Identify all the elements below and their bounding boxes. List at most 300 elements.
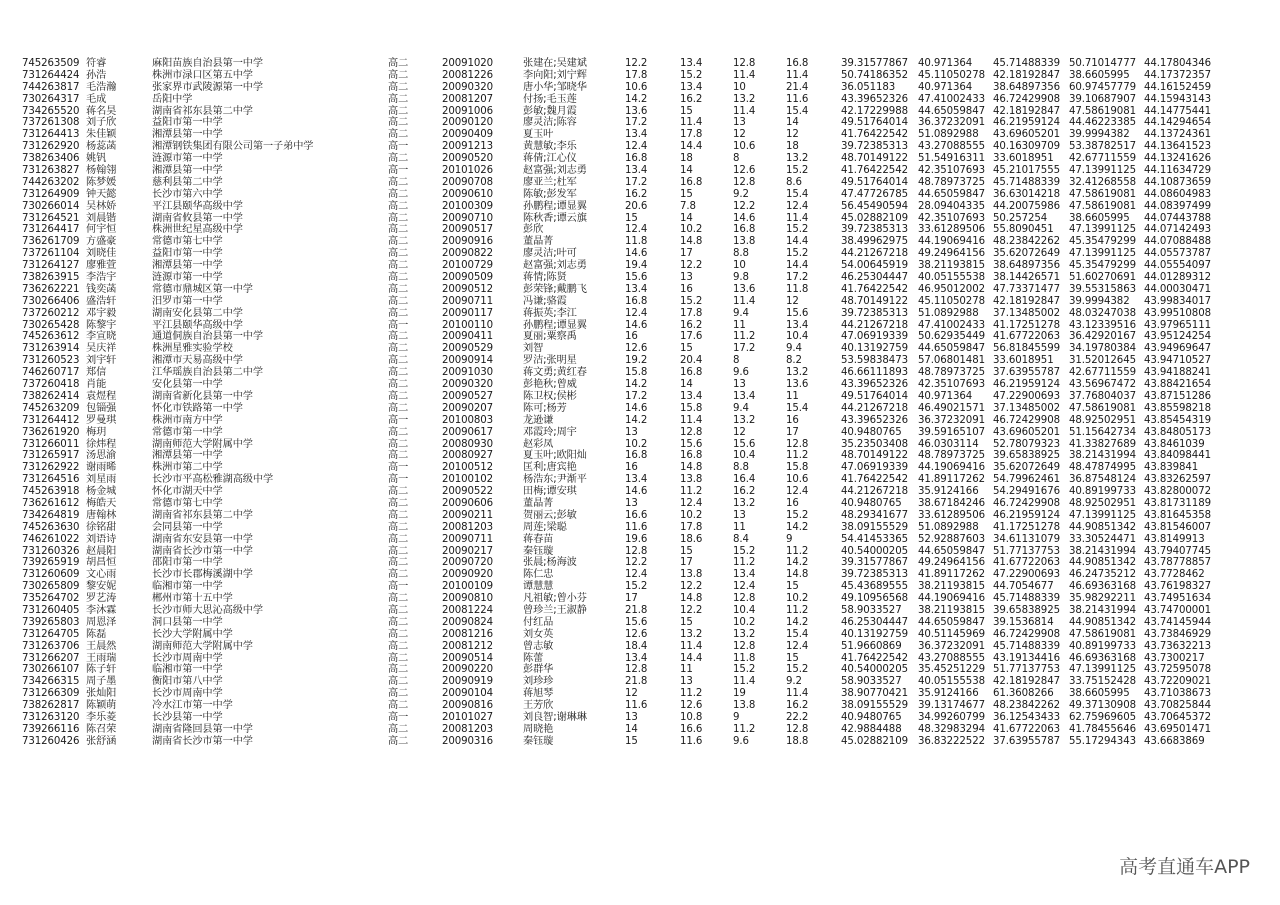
cell-exam-id: 734265520 — [22, 105, 80, 117]
cell-scaled-1: 48.70149122 — [841, 153, 908, 165]
cell-score-3: 13.2 — [733, 414, 756, 426]
cell-total: 44.13724361 — [1144, 129, 1211, 141]
cell-score-3: 9.4 — [733, 307, 749, 319]
cell-score-4: 15.2 — [786, 509, 809, 521]
cell-birth-date: 20090527 — [442, 390, 494, 402]
cell-scaled-4: 47.58619081 — [1069, 628, 1136, 640]
cell-teachers: 张晨;杨海波 — [523, 557, 577, 569]
cell-scaled-2: 42.35107693 — [918, 379, 985, 391]
cell-student-name: 何宇恒 — [86, 224, 117, 236]
cell-birth-date: 20090320 — [442, 81, 494, 93]
cell-student-name: 刘晨锴 — [86, 212, 117, 224]
cell-score-2: 17 — [680, 557, 693, 569]
cell-scaled-3: 39.1536814 — [993, 616, 1054, 628]
cell-grade: 高二 — [388, 236, 409, 248]
cell-scaled-1: 49.51764014 — [841, 117, 908, 129]
cell-total: 43.84805173 — [1144, 426, 1211, 438]
cell-score-3: 9 — [733, 711, 740, 723]
cell-score-3: 11.4 — [733, 676, 756, 688]
cell-exam-id: 731265917 — [22, 450, 80, 462]
cell-scaled-2: 36.37232091 — [918, 117, 985, 129]
cell-school: 临湘市第一中学 — [152, 664, 223, 676]
cell-score-1: 13.4 — [625, 165, 648, 177]
cell-birth-date: 20090207 — [442, 402, 494, 414]
cell-teachers: 董晶菁 — [523, 497, 554, 509]
cell-scaled-3: 42.18192847 — [993, 295, 1060, 307]
cell-score-1: 12.8 — [625, 545, 648, 557]
cell-grade: 高一 — [388, 474, 409, 486]
cell-score-1: 11.6 — [625, 700, 648, 712]
cell-total: 43.74700001 — [1144, 604, 1211, 616]
cell-school: 涟源市第一中学 — [152, 272, 223, 284]
cell-exam-id: 734264819 — [22, 509, 80, 521]
cell-school: 湘潭县第一中学 — [152, 129, 223, 141]
cell-student-name: 周恩泽 — [86, 616, 117, 628]
cell-birth-date: 20080927 — [442, 450, 494, 462]
cell-scaled-2: 41.89117262 — [918, 569, 985, 581]
cell-total: 43.74145944 — [1144, 616, 1211, 628]
cell-exam-id: 736261612 — [22, 497, 80, 509]
cell-exam-id: 734266315 — [22, 676, 80, 688]
cell-score-4: 11.8 — [786, 283, 809, 295]
cell-school: 湘潭市天易高级中学 — [152, 355, 243, 367]
cell-scaled-4: 47.58619081 — [1069, 105, 1136, 117]
cell-teachers: 曾珍兰;王淑静 — [523, 604, 587, 616]
table-row — [0, 320, 1280, 332]
cell-teachers: 唐小华;邹晓华 — [523, 81, 587, 93]
cell-scaled-3: 39.65838925 — [993, 450, 1060, 462]
cell-scaled-2: 40.05155538 — [918, 272, 985, 284]
cell-student-name: 刘子欣 — [86, 117, 117, 129]
cell-score-3: 13.8 — [733, 236, 756, 248]
cell-total: 43.7300217 — [1144, 652, 1205, 664]
cell-score-2: 11.4 — [680, 414, 703, 426]
cell-birth-date: 20090708 — [442, 176, 494, 188]
cell-scaled-2: 44.65059847 — [918, 616, 985, 628]
cell-scaled-2: 51.0892988 — [918, 307, 979, 319]
cell-exam-id: 731264909 — [22, 188, 80, 200]
cell-scaled-4: 48.92502951 — [1069, 414, 1136, 426]
cell-birth-date: 20081212 — [442, 640, 494, 652]
cell-scaled-3: 43.19134416 — [993, 652, 1060, 664]
cell-score-3: 11 — [733, 319, 746, 331]
cell-scaled-1: 38.09155529 — [841, 700, 908, 712]
cell-school: 常德市鼎城区第一中学 — [152, 283, 253, 295]
cell-score-2: 14.8 — [680, 593, 703, 605]
cell-scaled-3: 48.23842262 — [993, 700, 1060, 712]
cell-score-3: 13.2 — [733, 93, 756, 105]
table-row — [0, 581, 1280, 593]
cell-score-3: 13.2 — [733, 628, 756, 640]
table-row — [0, 522, 1280, 534]
cell-student-name: 刘宇轩 — [86, 355, 117, 367]
cell-student-name: 廖雅萱 — [86, 260, 117, 272]
cell-scaled-2: 44.19069416 — [918, 593, 985, 605]
cell-scaled-3: 52.78079323 — [993, 438, 1060, 450]
cell-score-1: 16.2 — [625, 188, 648, 200]
cell-birth-date: 20090824 — [442, 616, 494, 628]
cell-scaled-4: 62.75969605 — [1069, 711, 1136, 723]
cell-score-2: 11.2 — [680, 486, 703, 498]
cell-scaled-4: 44.46223385 — [1069, 117, 1136, 129]
cell-score-3: 13 — [733, 117, 746, 129]
cell-score-3: 11.4 — [733, 295, 756, 307]
cell-teachers: 赵彩凤 — [523, 438, 554, 450]
table-row — [0, 355, 1280, 367]
cell-score-2: 12.8 — [680, 426, 703, 438]
cell-student-name: 郑信 — [86, 367, 107, 379]
cell-student-name: 符睿 — [86, 58, 107, 69]
cell-scaled-3: 56.81845599 — [993, 343, 1060, 355]
cell-score-2: 13 — [680, 272, 693, 284]
cell-scaled-4: 49.37130908 — [1069, 700, 1136, 712]
cell-teachers: 贺丽云;彭敏 — [523, 509, 577, 521]
cell-school: 涟源市第一中学 — [152, 153, 223, 165]
cell-score-2: 20.4 — [680, 355, 703, 367]
cell-scaled-3: 38.64897356 — [993, 81, 1060, 93]
cell-score-4: 13.2 — [786, 153, 809, 165]
cell-student-name: 李浩宇 — [86, 272, 117, 284]
cell-scaled-4: 42.67711559 — [1069, 367, 1136, 379]
cell-score-1: 17.8 — [625, 69, 648, 81]
cell-birth-date: 20100102 — [442, 474, 494, 486]
cell-grade: 高二 — [388, 640, 409, 652]
cell-total: 43.85454319 — [1144, 414, 1211, 426]
cell-student-name: 刘晓佳 — [86, 248, 117, 260]
cell-grade: 高二 — [388, 58, 409, 69]
cell-student-name: 赵晨阳 — [86, 545, 117, 557]
cell-scaled-1: 47.06919339 — [841, 331, 908, 343]
cell-scaled-3: 39.65838925 — [993, 604, 1060, 616]
cell-scaled-2: 38.67184246 — [918, 497, 985, 509]
table-row — [0, 248, 1280, 260]
cell-score-4: 15.6 — [786, 307, 809, 319]
table-row — [0, 129, 1280, 141]
cell-teachers: 董晶菁 — [523, 236, 554, 248]
cell-score-2: 15.6 — [680, 438, 703, 450]
table-row — [0, 641, 1280, 653]
cell-score-3: 9.6 — [733, 367, 749, 379]
cell-score-4: 15.2 — [786, 664, 809, 676]
cell-score-1: 14.2 — [625, 93, 648, 105]
cell-score-1: 15.6 — [625, 272, 648, 284]
cell-scaled-1: 47.47726785 — [841, 188, 908, 200]
cell-scaled-2: 47.41002433 — [918, 319, 985, 331]
cell-total: 43.82800072 — [1144, 486, 1211, 498]
cell-grade: 高二 — [388, 616, 409, 628]
cell-teachers: 廖亚兰;杜军 — [523, 176, 577, 188]
cell-score-3: 8.4 — [733, 533, 749, 545]
cell-teachers: 蒋情;陈贤 — [523, 272, 567, 284]
cell-grade: 高二 — [388, 664, 409, 676]
cell-exam-id: 738262817 — [22, 700, 80, 712]
cell-exam-id: 745263630 — [22, 521, 80, 533]
cell-score-4: 9.4 — [786, 343, 802, 355]
cell-school: 洞口县第一中学 — [152, 616, 223, 628]
cell-scaled-3: 46.72429908 — [993, 628, 1060, 640]
cell-exam-id: 745263209 — [22, 402, 80, 414]
table-row — [0, 343, 1280, 355]
cell-school: 长沙市长郡梅溪湖中学 — [152, 569, 253, 581]
cell-exam-id: 730264317 — [22, 93, 80, 105]
cell-score-4: 15.4 — [786, 188, 809, 200]
cell-scaled-4: 55.17294343 — [1069, 735, 1136, 747]
cell-exam-id: 731264521 — [22, 212, 80, 224]
cell-school: 湖南省长沙市第一中学 — [152, 735, 253, 747]
cell-total: 43.97965111 — [1144, 319, 1211, 331]
cell-teachers: 秦钰璇 — [523, 735, 554, 747]
cell-score-4: 9 — [786, 533, 793, 545]
cell-birth-date: 20091006 — [442, 105, 494, 117]
cell-total: 44.17372357 — [1144, 69, 1211, 81]
table-row — [0, 593, 1280, 605]
cell-student-name: 张舒涵 — [86, 735, 117, 747]
cell-score-3: 8.8 — [733, 248, 749, 260]
cell-student-name: 刘语诗 — [86, 533, 117, 545]
cell-score-4: 11.4 — [786, 69, 809, 81]
cell-scaled-2: 44.65059847 — [918, 343, 985, 355]
cell-birth-date: 20090120 — [442, 117, 494, 129]
cell-score-1: 12.4 — [625, 141, 648, 153]
cell-scaled-1: 41.76422542 — [841, 165, 908, 177]
cell-score-3: 11.2 — [733, 557, 756, 569]
cell-score-3: 10 — [733, 81, 746, 93]
cell-score-2: 12.6 — [680, 700, 703, 712]
cell-score-2: 13.2 — [680, 628, 703, 640]
cell-exam-id: 739265919 — [22, 557, 80, 569]
cell-scaled-1: 38.49962975 — [841, 236, 908, 248]
cell-school: 麻阳苗族自治县第一中学 — [152, 58, 263, 69]
cell-total: 43.69501471 — [1144, 723, 1211, 735]
cell-score-1: 15.6 — [625, 616, 648, 628]
cell-school: 张家界市武陵源第一中学 — [152, 81, 263, 93]
cell-score-4: 15.4 — [786, 105, 809, 117]
cell-school: 湖南省攸县第一中学 — [152, 212, 243, 224]
cell-scaled-4: 39.55315863 — [1069, 283, 1136, 295]
cell-score-4: 15.2 — [786, 248, 809, 260]
cell-total: 43.84098441 — [1144, 450, 1211, 462]
cell-score-3: 19 — [733, 688, 746, 700]
cell-scaled-4: 44.90851342 — [1069, 616, 1136, 628]
cell-grade: 高二 — [388, 486, 409, 498]
cell-teachers: 罗洁;张明星 — [523, 355, 577, 367]
cell-exam-id: 730266014 — [22, 200, 80, 212]
cell-scaled-3: 44.20075986 — [993, 200, 1060, 212]
cell-school: 湖南安化县第二中学 — [152, 307, 243, 319]
cell-birth-date: 20091213 — [442, 141, 494, 153]
cell-school: 江华瑶族自治县第二中学 — [152, 367, 263, 379]
cell-scaled-1: 43.39652326 — [841, 93, 908, 105]
cell-school: 湘潭县第一中学 — [152, 165, 223, 177]
cell-scaled-1: 54.41453365 — [841, 533, 908, 545]
cell-scaled-1: 51.9660869 — [841, 640, 902, 652]
cell-total: 43.78778857 — [1144, 557, 1211, 569]
cell-score-2: 15.8 — [680, 402, 703, 414]
cell-student-name: 李宣晓 — [86, 331, 117, 343]
cell-student-name: 陈颖萌 — [86, 700, 117, 712]
cell-birth-date: 20090916 — [442, 236, 494, 248]
cell-scaled-2: 28.09404335 — [918, 200, 985, 212]
cell-scaled-1: 43.39652326 — [841, 414, 908, 426]
cell-score-2: 13.8 — [680, 474, 703, 486]
cell-exam-id: 731260405 — [22, 604, 80, 616]
cell-score-1: 13.4 — [625, 652, 648, 664]
cell-exam-id: 731260326 — [22, 545, 80, 557]
cell-total: 43.70825844 — [1144, 700, 1211, 712]
cell-grade: 高二 — [388, 438, 409, 450]
cell-school: 湘潭县第一中学 — [152, 450, 223, 462]
cell-score-3: 11 — [733, 521, 746, 533]
table-row — [0, 546, 1280, 558]
cell-grade: 高一 — [388, 165, 409, 177]
cell-score-2: 17.8 — [680, 307, 703, 319]
table-row — [0, 201, 1280, 213]
table-row — [0, 165, 1280, 177]
cell-grade: 高二 — [388, 212, 409, 224]
cell-score-2: 10.8 — [680, 711, 703, 723]
cell-score-4: 18.8 — [786, 735, 809, 747]
cell-exam-id: 731260426 — [22, 735, 80, 747]
cell-score-1: 16.8 — [625, 295, 648, 307]
cell-teachers: 夏玉叶;欧阳灿 — [523, 450, 587, 462]
cell-score-3: 8 — [733, 355, 740, 367]
cell-score-1: 13.6 — [625, 105, 648, 117]
cell-teachers: 蒋振英;李江 — [523, 307, 577, 319]
cell-scaled-3: 36.12543433 — [993, 711, 1060, 723]
table-row — [0, 534, 1280, 546]
cell-scaled-3: 42.18192847 — [993, 105, 1060, 117]
cell-score-1: 14.2 — [625, 379, 648, 391]
cell-scaled-2: 45.11050278 — [918, 295, 985, 307]
cell-score-1: 14.6 — [625, 248, 648, 260]
cell-scaled-1: 46.25304447 — [841, 616, 908, 628]
cell-score-2: 16.2 — [680, 319, 703, 331]
cell-scaled-4: 48.47874995 — [1069, 462, 1136, 474]
cell-score-4: 15.4 — [786, 402, 809, 414]
cell-score-4: 8.2 — [786, 355, 802, 367]
cell-birth-date: 20090606 — [442, 497, 494, 509]
cell-birth-date: 20081226 — [442, 69, 494, 81]
cell-grade: 高二 — [388, 117, 409, 129]
cell-scaled-4: 44.90851342 — [1069, 521, 1136, 533]
cell-grade: 高一 — [388, 319, 409, 331]
cell-scaled-1: 49.10956568 — [841, 593, 908, 605]
cell-exam-id: 738262414 — [22, 390, 80, 402]
cell-grade: 高二 — [388, 355, 409, 367]
cell-scaled-1: 41.76422542 — [841, 474, 908, 486]
cell-exam-id: 731266011 — [22, 438, 80, 450]
table-row — [0, 308, 1280, 320]
cell-teachers: 李向阳;刘宁辉 — [523, 69, 587, 81]
cell-grade: 高二 — [388, 426, 409, 438]
cell-scaled-3: 41.67722063 — [993, 331, 1060, 343]
cell-scaled-1: 35.23503408 — [841, 438, 908, 450]
cell-teachers: 冯谦;骆霞 — [523, 295, 567, 307]
cell-teachers: 秦钰璇 — [523, 545, 554, 557]
cell-scaled-1: 42.9884488 — [841, 723, 902, 735]
cell-score-4: 11.2 — [786, 450, 809, 462]
cell-teachers: 陈秋香;谭云旗 — [523, 212, 587, 224]
cell-score-2: 16.6 — [680, 723, 703, 735]
cell-birth-date: 20101027 — [442, 711, 494, 723]
cell-birth-date: 20090522 — [442, 486, 494, 498]
cell-score-1: 20.6 — [625, 200, 648, 212]
cell-total: 44.13241626 — [1144, 153, 1211, 165]
table-row — [0, 498, 1280, 510]
cell-score-4: 12 — [786, 129, 799, 141]
cell-birth-date: 20090711 — [442, 295, 494, 307]
cell-scaled-3: 36.63014218 — [993, 188, 1060, 200]
cell-score-1: 12 — [625, 688, 638, 700]
cell-grade: 高一 — [388, 141, 409, 153]
cell-score-2: 13 — [680, 676, 693, 688]
cell-score-3: 13 — [733, 379, 746, 391]
cell-student-name: 杨蕊菡 — [86, 141, 117, 153]
cell-exam-id: 736262221 — [22, 283, 80, 295]
table-row — [0, 260, 1280, 272]
cell-scaled-3: 51.77137753 — [993, 664, 1060, 676]
table-row — [0, 272, 1280, 284]
cell-exam-id: 731262920 — [22, 141, 80, 153]
cell-school: 常德市第一中学 — [152, 426, 223, 438]
cell-scaled-1: 49.51764014 — [841, 176, 908, 188]
cell-score-1: 14.6 — [625, 402, 648, 414]
cell-exam-id: 735264702 — [22, 593, 80, 605]
cell-student-name: 周子墨 — [86, 676, 117, 688]
table-row — [0, 700, 1280, 712]
table-row — [0, 486, 1280, 498]
cell-score-4: 14 — [786, 117, 799, 129]
cell-exam-id: 730265428 — [22, 319, 80, 331]
cell-scaled-2: 40.971364 — [918, 58, 973, 69]
cell-grade: 高二 — [388, 343, 409, 355]
cell-score-4: 10.6 — [786, 474, 809, 486]
cell-scaled-1: 44.21267218 — [841, 486, 908, 498]
cell-scaled-3: 38.64897356 — [993, 260, 1060, 272]
cell-grade: 高二 — [388, 379, 409, 391]
cell-scaled-4: 44.90851342 — [1069, 557, 1136, 569]
cell-exam-id: 731266309 — [22, 688, 80, 700]
cell-school: 株洲市南方中学 — [152, 414, 223, 426]
cell-score-3: 15.6 — [733, 438, 756, 450]
cell-exam-id: 730266107 — [22, 664, 80, 676]
cell-exam-id: 745263509 — [22, 58, 80, 69]
cell-score-2: 12.4 — [680, 497, 703, 509]
cell-teachers: 彭敏;魏月霞 — [523, 105, 577, 117]
cell-teachers: 谭慧慧 — [523, 581, 554, 593]
cell-student-name: 孙浩 — [86, 69, 107, 81]
cell-scaled-2: 50.62935449 — [918, 331, 985, 343]
cell-total: 43.73632213 — [1144, 640, 1211, 652]
table-row — [0, 82, 1280, 94]
cell-score-3: 11.2 — [733, 723, 756, 735]
table-row — [0, 688, 1280, 700]
cell-scaled-2: 46.49021571 — [918, 402, 985, 414]
cell-scaled-4: 43.56967472 — [1069, 379, 1136, 391]
cell-birth-date: 20080930 — [442, 438, 494, 450]
cell-total: 43.87151286 — [1144, 390, 1211, 402]
cell-score-3: 11.8 — [733, 652, 756, 664]
cell-scaled-4: 38.21431994 — [1069, 450, 1136, 462]
cell-scaled-1: 40.54000205 — [841, 545, 908, 557]
cell-scaled-2: 49.24964156 — [918, 248, 985, 260]
cell-exam-id: 731263706 — [22, 640, 80, 652]
cell-exam-id: 737260418 — [22, 379, 80, 391]
cell-birth-date: 20090411 — [442, 331, 494, 343]
cell-score-4: 11.4 — [786, 688, 809, 700]
cell-student-name: 徐铭甜 — [86, 521, 117, 533]
cell-birth-date: 20090816 — [442, 700, 494, 712]
